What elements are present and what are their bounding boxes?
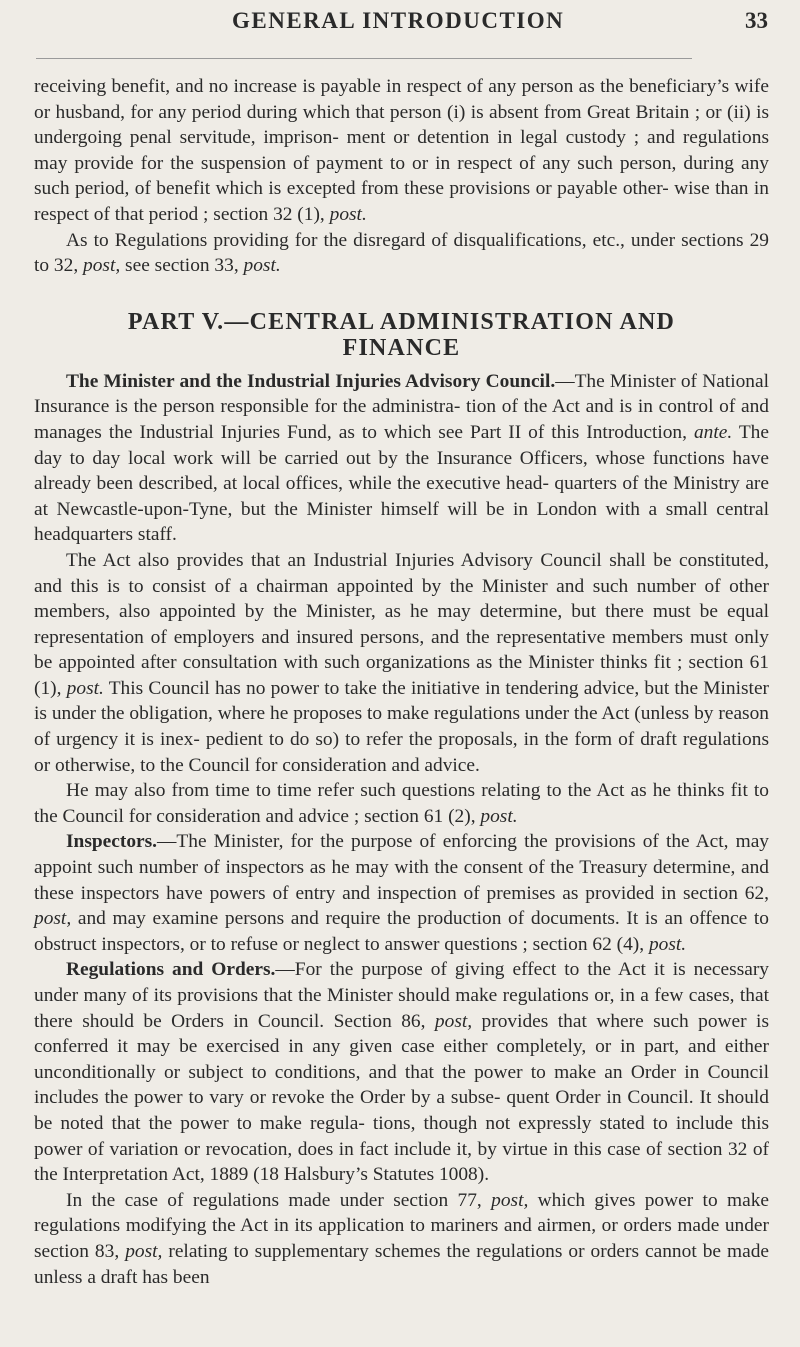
paragraph-regulations xyxy=(34,957,769,1187)
text-run: —The Minister, for the purpose of enforcing the provisions of the Act, may appoint such number of inspectors as he may with the consent of the Treasury determine, and these inspectors have powers of entry and inspection of premises as provided in section 62, xyxy=(34,831,769,904)
paragraph-inspectors xyxy=(34,829,769,957)
post-reference: post, xyxy=(434,1010,473,1032)
text-run: The day to day local work will be carried out by the Insurance Officers, whose functions have already been described, at local offices, while the executive head- quarters of the Ministry are at Newcastle-upon-Tyne, but the Minister himself will be in London with a small central headquarters staff. xyxy=(34,421,769,546)
page-number: 33 xyxy=(745,8,768,33)
paragraph-disqualifications xyxy=(34,228,769,279)
part-heading-line-2: FINANCE xyxy=(342,334,461,361)
text-run: which gives power to make regulations modifying the Act in its application to mariners and airmen, or orders made under section 83, xyxy=(34,1189,770,1262)
text-run: The Act also provides that an Industrial Injuries Advisory Council shall be constituted, and this is to consist of a chairman appointed by the Minister and such number of other members, also appointed by the Minister, as he may determine, but there must be equal representation of employers and insured persons, and the representative members must only be appointed after consultation with such organizations as the Minister thinks fit ; section 61 (1), xyxy=(34,549,769,699)
post-reference: post, xyxy=(83,255,121,277)
part-heading-line-1: PART V.—CENTRAL ADMINISTRATION AND xyxy=(127,308,676,335)
post-reference: post. xyxy=(480,805,518,827)
run-in-heading: Regulations and Orders. xyxy=(66,959,276,981)
run-in-heading: The Minister and the Industrial Injuries Advisory Council. xyxy=(66,370,556,392)
text-run: This Council has no power to take the initiative in tendering advice, but the Minister is under the obligation, where he proposes to make regulations under the Act (unless by reason of urgency it is inex- pedient to do so) to refer the proposals, in the form of draft regulations or otherwise, to the Council for consideration and advice. xyxy=(34,677,770,776)
text-run: —The Minister of National Insurance is the person responsible for the administra- tion of the Act and is in control of and manages the Industrial Injuries Fund, as to which see Part II of this Introduction, xyxy=(34,370,769,443)
text-run: relating to supplementary schemes the regulations or orders cannot be made unless a draft has been xyxy=(34,1240,770,1288)
text-run: receiving benefit, and no increase is payable in respect of any person as the beneficiary’s wife or husband, for any period during which that person (i) is absent from Great Britain ; or (ii) is undergoing penal servitude, imprison- ment or detention in legal custody ; and regulations may provide for the suspension of payment to or in respect of any such person, during any such period, of benefit which is excepted from these provisions or payable other- wise than in respect of that period ; section 32 (1), xyxy=(34,76,769,225)
post-reference: post. xyxy=(648,933,687,955)
post-reference: post, xyxy=(125,1240,163,1262)
ante-reference: ante. xyxy=(693,421,733,443)
post-reference: post. xyxy=(243,255,281,277)
post-reference: post. xyxy=(66,677,104,699)
header-rule xyxy=(36,58,692,59)
post-reference: post. xyxy=(329,203,367,225)
running-header xyxy=(0,8,800,40)
paragraph-minister xyxy=(34,369,769,548)
run-in-heading: Inspectors. xyxy=(66,831,158,853)
text-run: see section 33, xyxy=(120,255,244,277)
text-run: As to Regulations providing for the disregard of disqualifications, etc., under sections 29 to 32, xyxy=(34,229,769,277)
part-heading xyxy=(34,309,769,361)
paragraph-section-77 xyxy=(34,1188,769,1290)
paragraph-continuation xyxy=(34,74,769,228)
text-run: In the case of regulations made under section 77, xyxy=(66,1189,492,1211)
text-run: He may also from time to time refer such questions relating to the Act as he thinks fit to the Council for consideration and advice ; section 61 (2), xyxy=(34,780,769,827)
paragraph-advisory-council xyxy=(34,548,769,778)
running-title: GENERAL INTRODUCTION xyxy=(232,8,565,33)
body-text xyxy=(34,74,769,1290)
text-run: and may examine persons and require the production of documents. It is an offence to obstruct inspectors, or to refuse or neglect to answer questions ; section 62 (4), xyxy=(34,908,769,955)
post-reference: post, xyxy=(491,1189,529,1211)
post-reference: post, xyxy=(34,908,72,930)
text-run: —For the purpose of giving effect to the Act it is necessary under many of its provisions that the Minister should make regulations or, in a few cases, that there should be Orders in Council. Section 86, xyxy=(34,959,770,1032)
paragraph-refer-questions xyxy=(34,778,769,829)
text-run: provides that where such power is conferred it may be exercised in any given case either completely, or in part, and either unconditionally or subject to conditions, and that the power to make an Order in Council includes the power to vary or revoke the Order by a subse- quent Order in Council. It should be noted that the power to make regula- tions, though not expressly stated to include this power of variation or revocation, does in fact include it, by virtue in this case of section 32 of the Interpretation Act, 1889 (18 Halsbury’s Statutes 1008). xyxy=(34,1010,769,1186)
